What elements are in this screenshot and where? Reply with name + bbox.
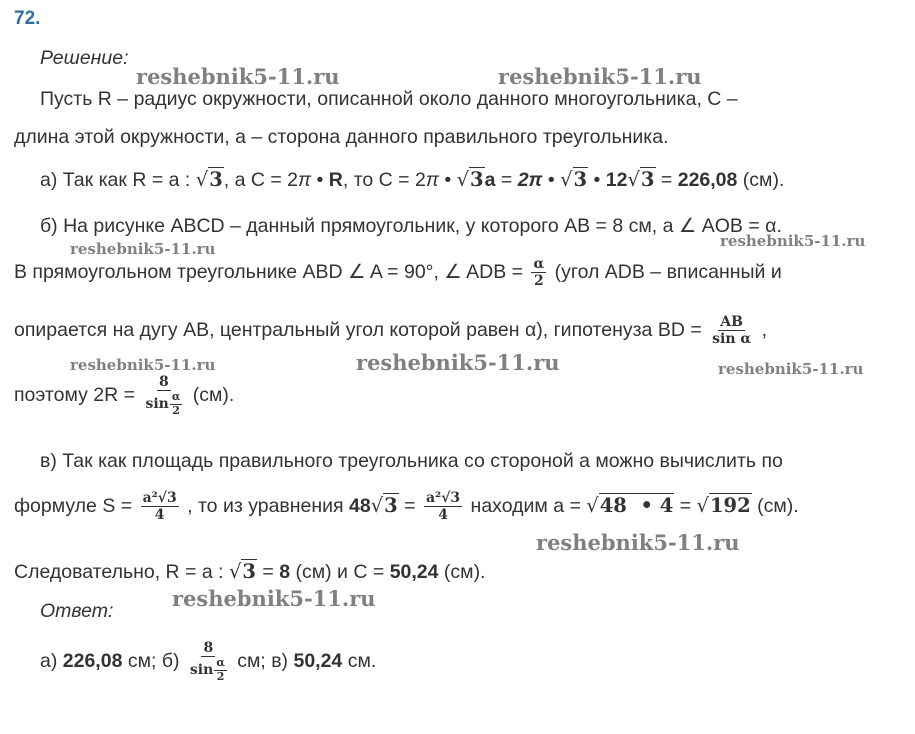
problem-number: 72. bbox=[14, 8, 41, 29]
watermark: reshebnik5-11.ru bbox=[720, 232, 866, 250]
sqrt-3: √3 bbox=[195, 168, 223, 191]
intro-line-1: Пусть R – радиус окружности, описанной около данного многоугольника, С – bbox=[40, 88, 738, 110]
watermark: reshebnik5-11.ru bbox=[136, 64, 340, 89]
answer-label: Ответ: bbox=[40, 600, 114, 622]
fraction-answer: 8 sin $\frac{\alpha}{2}$ bbox=[189, 640, 225, 683]
watermark: reshebnik5-11.ru bbox=[498, 64, 702, 89]
fraction-alpha-2: $\frac{\alpha}{2}$ bbox=[533, 256, 545, 290]
part-c-line-2: формуле S = $\frac{\text{a²√3}}{4}$ , то из уравнения 48√3 = $\frac{\text{a²√3}}{4}$ находим а = √48 • 4 = √192 (см). bbox=[14, 490, 799, 524]
watermark: reshebnik5-11.ru bbox=[172, 586, 376, 611]
part-b-line-2: В прямоугольном треугольнике ABD ∠ A = 90°, ∠ ADB = $\frac{\alpha}{2}$ (угол ADB – вписанный и bbox=[14, 256, 782, 290]
fraction-8-sin: 8 sin $\frac{\alpha}{2}$ bbox=[145, 374, 181, 417]
watermark: reshebnik5-11.ru bbox=[536, 530, 740, 555]
intro-line-2: длина этой окружности, а – сторона данного правильного треугольника. bbox=[14, 126, 669, 148]
part-b-line-1: б) На рисунке ABCD – данный прямоугольник, у которого AB = 8 см, а ∠ AOB = α. bbox=[40, 215, 782, 237]
sqrt-3: √3 bbox=[627, 168, 655, 191]
watermark: reshebnik5-11.ru bbox=[70, 240, 216, 258]
solution-label: Решение: bbox=[40, 47, 129, 69]
sqrt-3: √3 bbox=[456, 168, 484, 191]
fraction-area: $\frac{\text{a²√3}}{4}$ bbox=[142, 490, 177, 524]
watermark: reshebnik5-11.ru bbox=[70, 356, 216, 374]
watermark: reshebnik5-11.ru bbox=[356, 350, 560, 375]
sqrt-3: √3 bbox=[560, 168, 588, 191]
watermark: reshebnik5-11.ru bbox=[718, 360, 864, 378]
part-b-line-3: опирается на дугу AB, центральный угол которой равен α), гипотенуза BD = $\frac{AB}{\text{sin α}}$ , bbox=[14, 314, 768, 348]
part-a-text: а) Так как R = a : bbox=[40, 169, 196, 191]
part-c-line-1: в) Так как площадь правильного треугольника со стороной а можно вычислить по bbox=[40, 450, 783, 472]
part-a-line: а) Так как R = a : √3, а С = 2π • R, то С = 2π • √3a = 2π • √3 • 12√3 = 226,08 (см). bbox=[40, 168, 785, 191]
fraction-area-2: $\frac{\text{a²√3}}{4}$ bbox=[425, 490, 461, 524]
part-c-line-3: Следовательно, R = a : √3 = 8 (см) и С = 50,24 (см). bbox=[14, 560, 486, 583]
fraction-ab-sin: $\frac{AB}{\text{sin α}}$ bbox=[712, 314, 752, 348]
answer-line: а) 226,08 см; б) 8 sin $\frac{\alpha}{2}$ см; в) 50,24 см. bbox=[40, 640, 377, 683]
part-b-line-4: поэтому 2R = 8 sin $\frac{\alpha}{2}$ (см). bbox=[14, 374, 235, 417]
